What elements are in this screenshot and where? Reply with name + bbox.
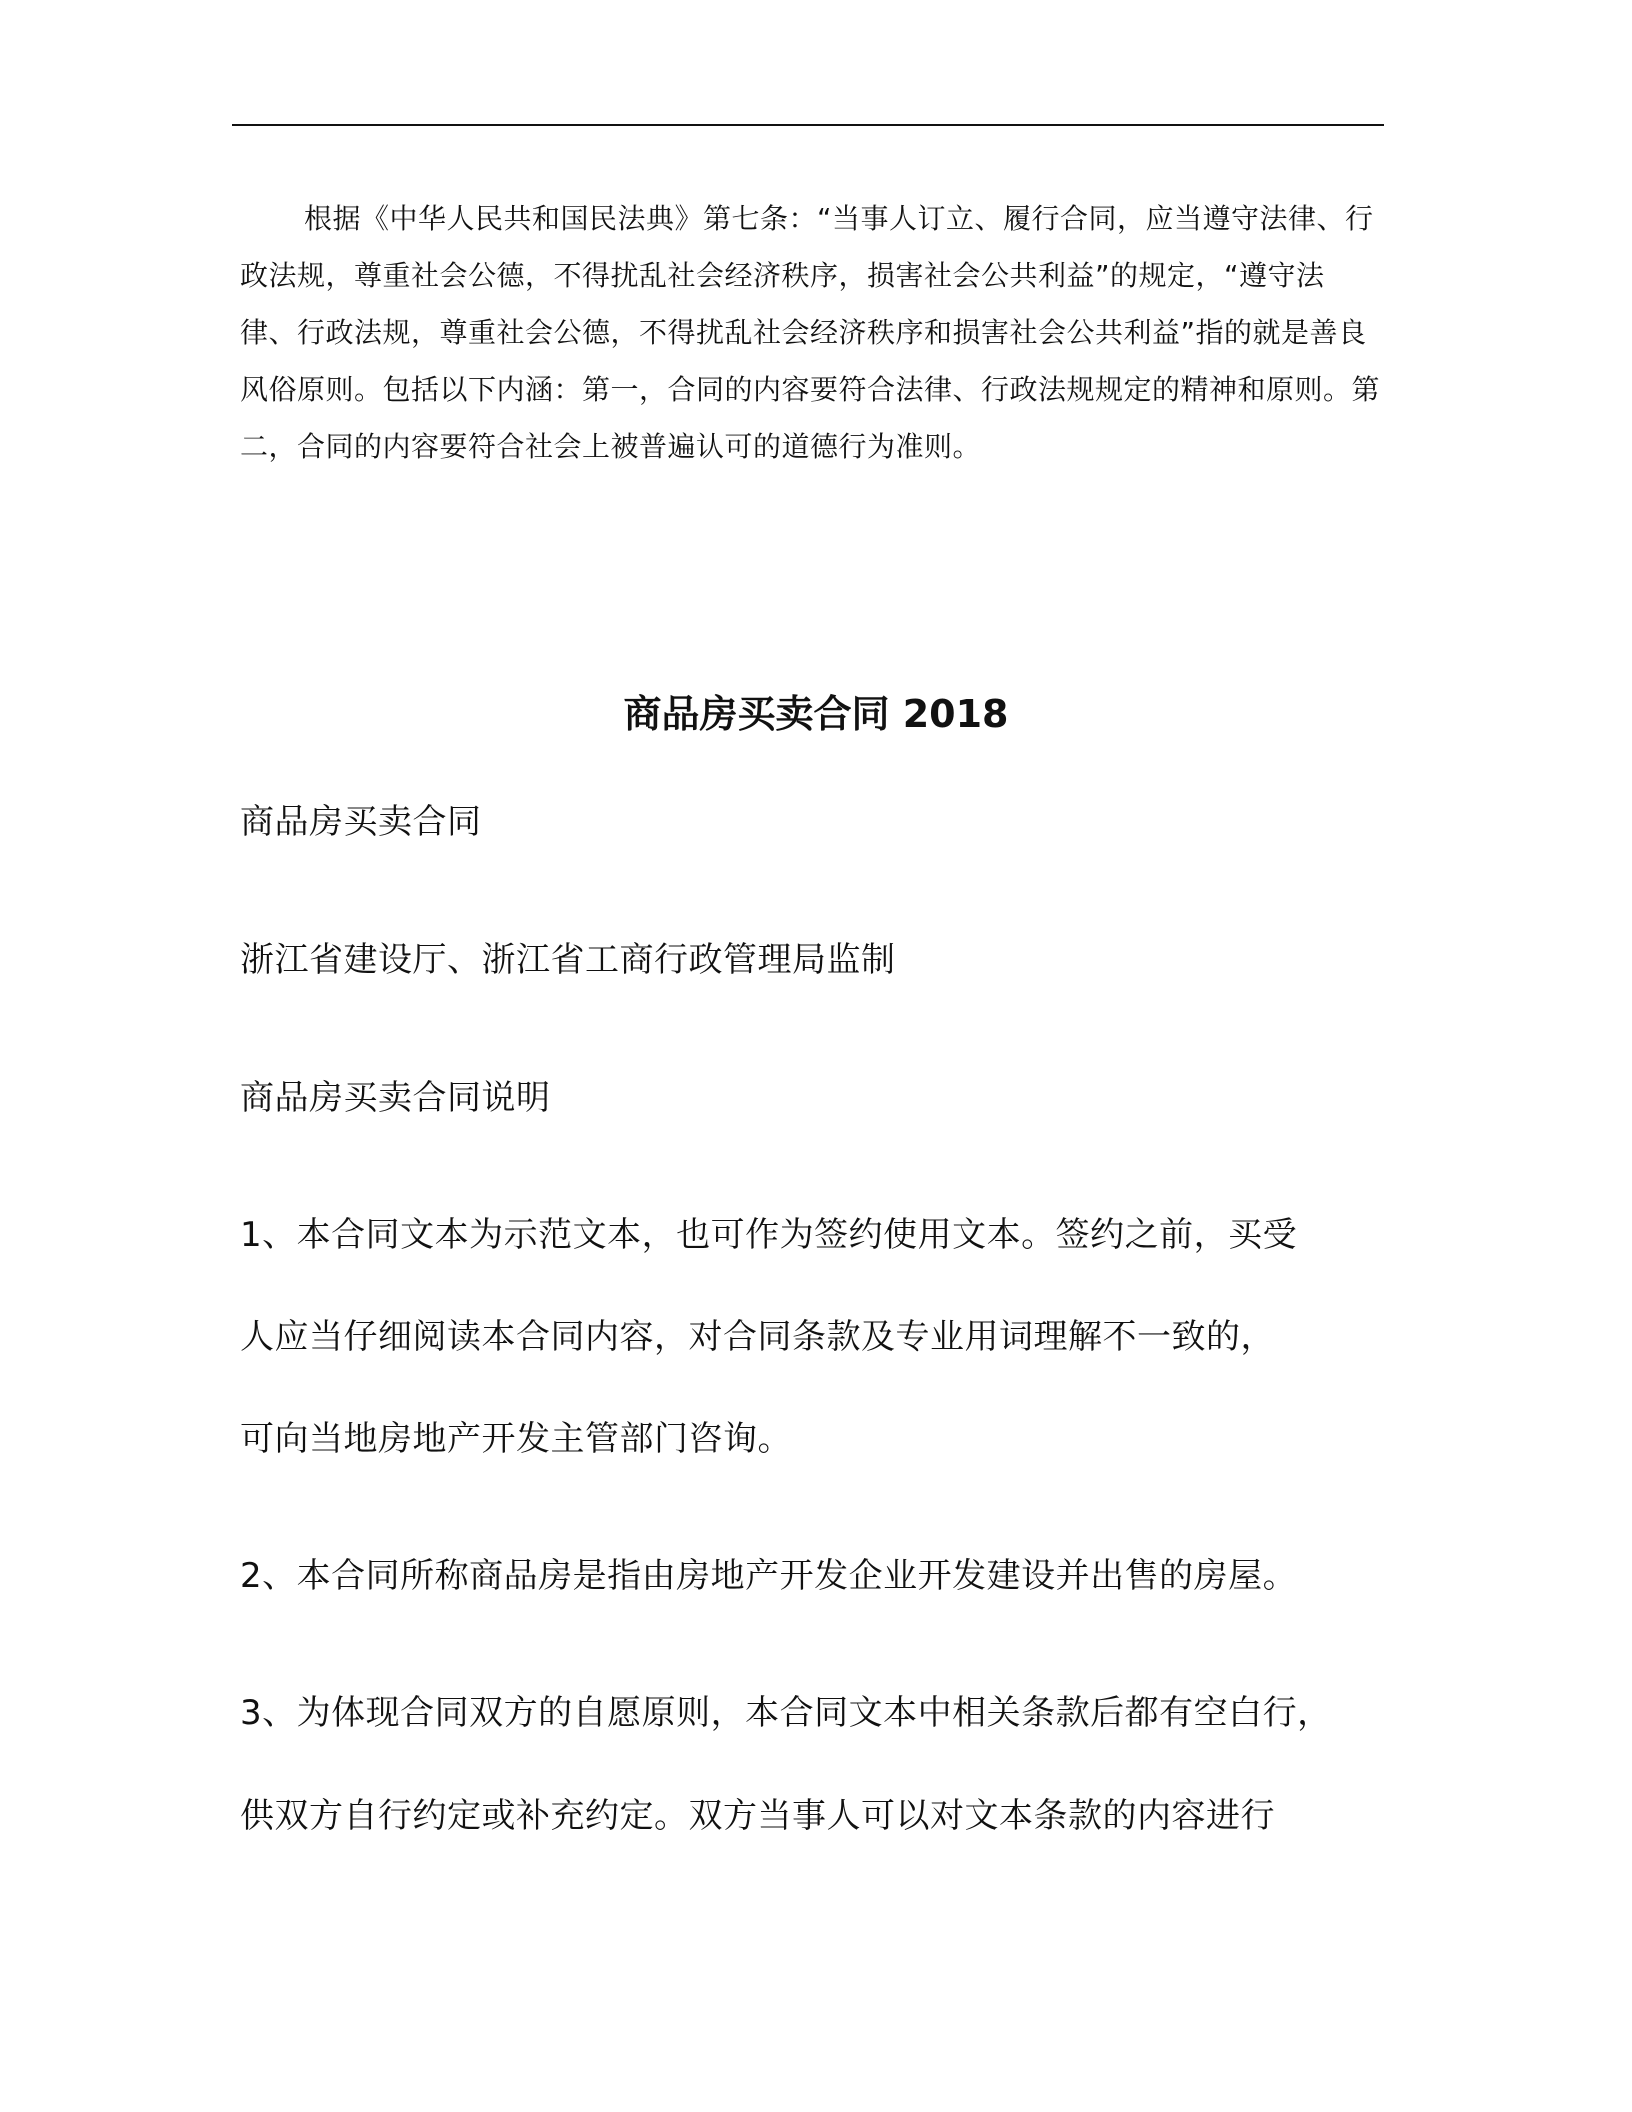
clause-line: 2、本合同所称商品房是指由房地产开发企业开发建设并出售的房屋。 <box>240 1556 1298 1596</box>
intro-paragraph: 根据《中华人民共和国民法典》第七条：“当事人订立、履行合同，应当遵守法律、行政法规，尊重社会公德，不得扰乱社会经济秩序，损害社会公共利益”的规定，“遵守法律、行政法规，尊重社会公德，不得扰乱社会经济秩序和损害社会公共利益”指的就是善良风俗原则。包括以下内涵：第一，合同的内容要符合法律、行政法规规定的精神和原则。第二，合同的内容要符合社会上被普遍认可的道德行为准则。 <box>240 202 1381 463</box>
document-title: 商品房买卖合同 2018 <box>623 692 1009 736</box>
header-rule <box>232 124 1384 126</box>
supervisor-line: 浙江省建设厅、浙江省工商行政管理局监制 <box>240 940 896 980</box>
clause-line: 人应当仔细阅读本合同内容，对合同条款及专业用词理解不一致的， <box>240 1317 1275 1357</box>
explanation-heading: 商品房买卖合同说明 <box>240 1078 551 1118</box>
clause-line: 可向当地房地产开发主管部门咨询。 <box>240 1419 792 1459</box>
document-subtitle: 商品房买卖合同 <box>240 802 482 842</box>
clause-line: 供双方自行约定或补充约定。双方当事人可以对文本条款的内容进行 <box>240 1796 1275 1836</box>
clause-line: 1、本合同文本为示范文本，也可作为签约使用文本。签约之前，买受 <box>240 1215 1298 1255</box>
clause-line: 3、为体现合同双方的自愿原则，本合同文本中相关条款后都有空白行， <box>240 1693 1332 1733</box>
